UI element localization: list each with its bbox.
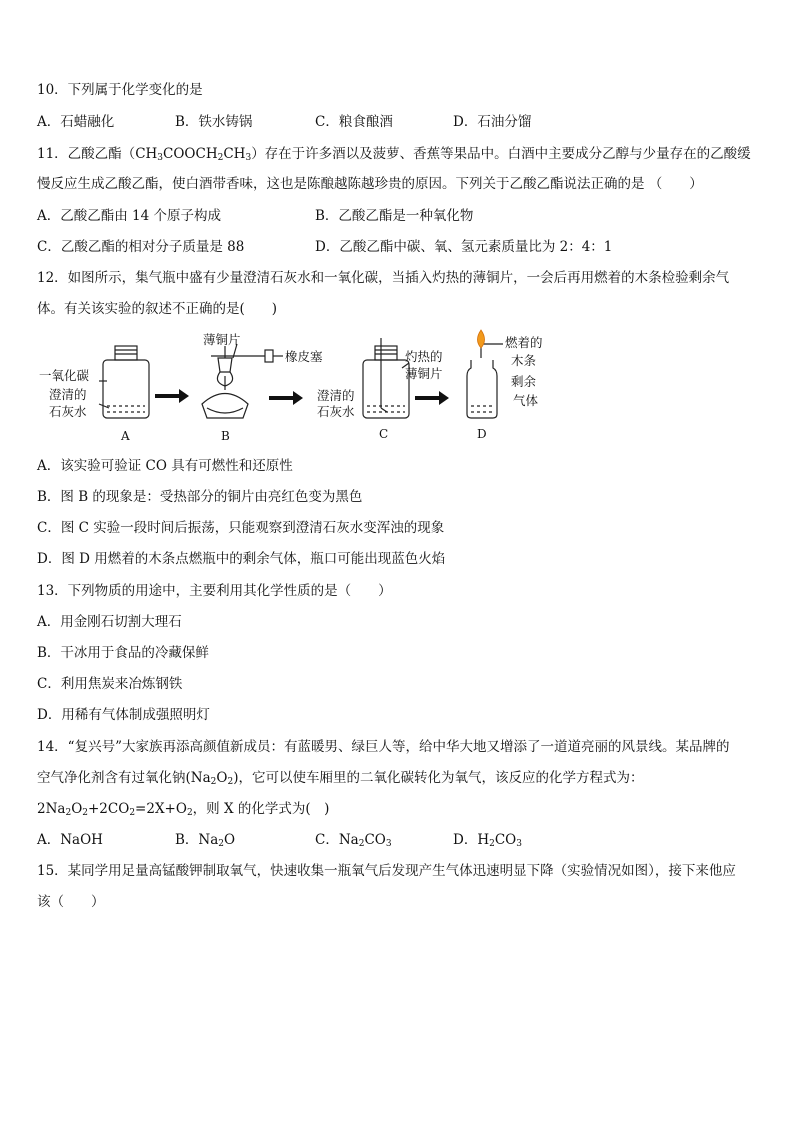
fig-a-label-co: 一氧化碳: [39, 368, 90, 383]
reaction-equation: $2Na_2O_2+2CO_2=2X+O_2$: [37, 801, 193, 818]
q13-option-d: D．用稀有气体制成强照明灯: [37, 707, 210, 723]
q12-stem-line2: 体。有关该实验的叙述不正确的是( ): [37, 301, 278, 317]
fig-b-label-stopper: 橡皮塞: [285, 349, 323, 364]
bottle-a: [99, 346, 149, 418]
fig-b-caption: B: [221, 429, 230, 443]
q11-option-d: D．乙酸乙酯中碳、氧、氢元素质量比为 2：4：1: [315, 239, 613, 255]
q13-option-b: B．干冰用于食品的冷藏保鲜: [37, 645, 209, 661]
q10-option-d: D．石油分馏: [453, 114, 532, 130]
alcohol-lamp-b: [202, 344, 283, 418]
q11-stem-line1: 11．乙酸乙酯$(CH_3COOCH_2CH_3)$存在于许多酒以及菠萝、香蕉等果品中。白酒中主要成分乙醇与少量存在的乙酸缓: [37, 146, 751, 163]
q12-experiment-figure: [37, 328, 567, 446]
q14-option-a: A．NaOH: [37, 832, 103, 848]
q10-option-b: B．铁水铸锅: [175, 114, 253, 130]
q13-stem: 13．下列物质的用途中，主要利用其化学性质的是（ ）: [37, 583, 392, 599]
fig-d-caption: D: [477, 427, 487, 441]
q11-option-b: B．乙酸乙酯是一种氧化物: [315, 208, 474, 224]
q12-option-d: D．图 D 用燃着的木条点燃瓶中的剩余气体，瓶口可能出现蓝色火焰: [37, 551, 446, 567]
fig-d-label-burning: 燃着的: [505, 335, 543, 350]
q14-equation-line: $2Na_2O_2+2CO_2=2X+O_2$，则 X 的化学式为( ): [37, 801, 330, 818]
q14-option-d: D．$H_2CO_3$: [453, 832, 522, 849]
q12-option-a: A．该实验可验证 CO 具有可燃性和还原性: [37, 458, 293, 474]
q12-option-c: C．图 C 实验一段时间后振荡，只能观察到澄清石灰水变浑浊的现象: [37, 520, 445, 536]
q15-stem-line2: 该（ ）: [37, 894, 105, 910]
q10-stem: 10．下列属于化学变化的是: [37, 82, 203, 98]
fig-c-label-hot: 灼热的: [405, 349, 443, 364]
q14-option-b: B．$Na_2O$: [175, 832, 236, 849]
fig-c-label-copper: 薄铜片: [405, 366, 443, 381]
ethyl-acetate-formula: $CH_3COOCH_2CH_3$: [135, 146, 252, 163]
fig-a-label-clear: 澄清的: [49, 387, 87, 402]
q11-option-a: A．乙酸乙酯由 14 个原子构成: [37, 208, 222, 224]
q10-option-a: A．石蜡融化: [37, 114, 115, 130]
q13-option-a: A．用金刚石切割大理石: [37, 614, 182, 630]
fig-c-caption: C: [379, 427, 389, 441]
fig-d-label-gas: 气体: [513, 393, 539, 408]
q11-stem-line2: 慢反应生成乙酸乙酯，使白酒带香味，这也是陈酿越陈越珍贵的原因。下列关于乙酸乙酯说法正确的是 （ ）: [37, 176, 703, 192]
bottle-c: [363, 338, 409, 418]
fig-c-label-clear: 澄清的: [317, 388, 355, 403]
q12-stem-line1: 12．如图所示，集气瓶中盛有少量澄清石灰水和一氧化碳，当插入灼热的薄铜片，一会后再用燃着的木条检验剩余气: [37, 270, 730, 286]
fig-c-label-limewater: 石灰水: [317, 404, 355, 419]
q14-stem-line2: 空气净化剂含有过氧化钠$(Na_2O_2)$，它可以使车厢里的二氧化碳转化为氧气，该反应的化学方程式为：: [37, 770, 644, 787]
fig-a-label-limewater: 石灰水: [49, 404, 87, 419]
q13-option-c: C．利用焦炭来冶炼钢铁: [37, 676, 183, 692]
fig-b-label-copper: 薄铜片: [203, 332, 241, 347]
q14-stem-line1: 14．“复兴号”大家族再添高颜值新成员：有蓝暖男、绿巨人等，给中华大地又增添了一道道亮丽的风景线。某品牌的: [37, 739, 730, 755]
q10-option-c: C．粮食酿酒: [315, 114, 393, 130]
q15-stem-line1: 15．某同学用足量高锰酸钾制取氧气，快速收集一瓶氧气后发现产生气体迅速明显下降（实验情况如图），接下来他应: [37, 863, 736, 879]
bottle-d: [467, 344, 503, 418]
fig-d-label-stick: 木条: [511, 353, 537, 368]
q11-option-c: C．乙酸乙酯的相对分子质量是 88: [37, 239, 245, 255]
q12-option-b: B．图 B 的现象是：受热部分的铜片由亮红色变为黑色: [37, 489, 363, 505]
fig-a-caption: A: [121, 429, 130, 443]
q14-option-c: C．$Na_2CO_3$: [315, 832, 392, 849]
fig-d-label-remaining: 剩余: [511, 374, 537, 389]
